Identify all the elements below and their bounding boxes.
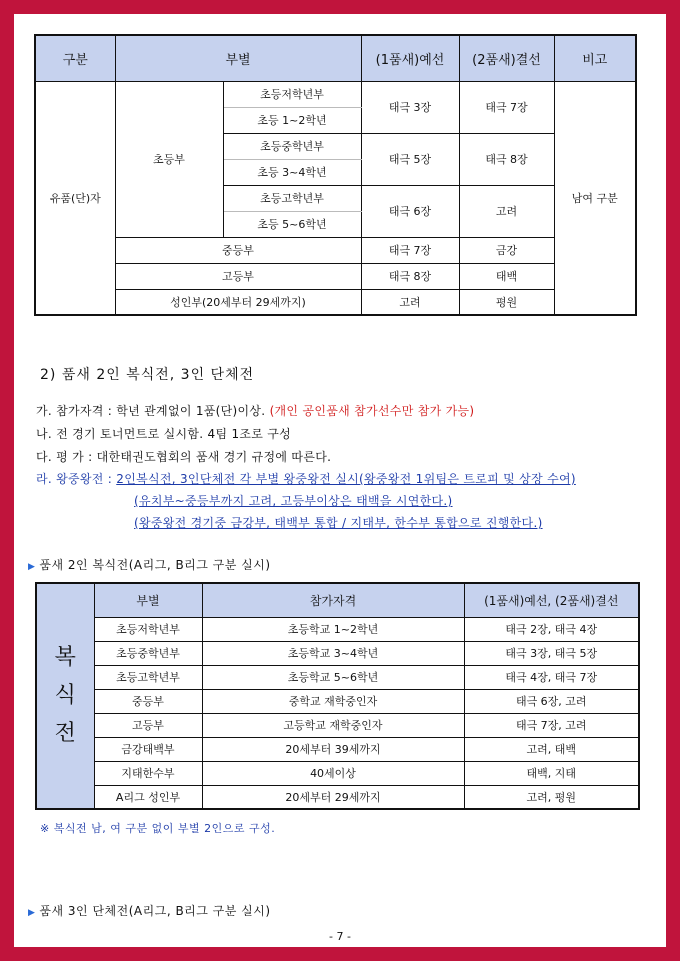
doubles-heading-text: 품새 2인 복식전(A리그, B리그 구분 실시)	[39, 558, 271, 572]
qualification: 40세이상	[202, 761, 464, 785]
preliminary-cell: 태극 8장	[361, 263, 459, 289]
rule-eligibility	[36, 402, 474, 419]
division-name: 중등부	[94, 689, 202, 713]
rule-champions-line2: (유치부~중등부까지 고려, 고등부이상은 태백을 시연한다.)	[134, 494, 453, 508]
table-header-row	[35, 35, 636, 81]
division-grade: 초등 1~2학년	[223, 107, 361, 133]
side-label-char: 식	[54, 683, 76, 708]
division-name: 성인부(20세부터 29세까지)	[115, 289, 361, 315]
rule-champions-text: 2인복식전, 3인단체전 각 부별 왕중왕전 실시(왕중왕전 1위팀은 트로피 및 상장 수여)	[116, 472, 576, 486]
rule-eligibility-note: (개인 공인품새 참가선수만 참가 가능)	[269, 404, 475, 418]
table-row	[36, 785, 639, 809]
doubles-note: ※ 복식전 남, 여 구분 없이 부별 2인으로 구성.	[40, 822, 276, 835]
division-name: 초등저학년부	[94, 617, 202, 641]
preliminary-cell: 고려	[361, 289, 459, 315]
doubles-table	[35, 582, 640, 810]
final-cell: 태극 8장	[459, 133, 554, 185]
table-row	[36, 689, 639, 713]
side-label-char: 전	[54, 721, 76, 746]
final-cell: 태극 7장	[459, 81, 554, 133]
poomsae: 고려, 태백	[464, 737, 639, 761]
final-cell: 평원	[459, 289, 554, 315]
rule-eligibility-text: 가. 참가자격 : 학년 관계없이 1품(단)이상.	[36, 404, 266, 418]
triangle-bullet-icon: ▶	[28, 562, 36, 572]
final-cell: 금강	[459, 237, 554, 263]
rule-champions-label: 라. 왕중왕전 :	[36, 472, 117, 486]
page-number: - 7 -	[329, 930, 351, 943]
triangle-bullet-icon: ▶	[28, 908, 36, 918]
division-name: 초등고학년부	[223, 185, 361, 211]
header-division: 부별	[94, 583, 202, 617]
qualification: 20세부터 39세까지	[202, 737, 464, 761]
division-grade: 초등 5~6학년	[223, 211, 361, 237]
poomsae: 태극 4장, 태극 7장	[464, 665, 639, 689]
division-grade: 초등 3~4학년	[223, 159, 361, 185]
header-qualification: 참가자격	[202, 583, 464, 617]
table-row	[36, 737, 639, 761]
preliminary-cell: 태극 7장	[361, 237, 459, 263]
doubles-heading	[28, 556, 271, 573]
doubles-side-label	[36, 583, 94, 809]
header-poomsae: (1품새)예선, (2품새)결선	[464, 583, 639, 617]
division-name: 초등중학년부	[223, 133, 361, 159]
header-category: 구분	[35, 35, 115, 81]
poomsae: 고려, 평원	[464, 785, 639, 809]
poomsae: 태극 2장, 태극 4장	[464, 617, 639, 641]
qualification: 20세부터 29세까지	[202, 785, 464, 809]
rule-champions-line3: (왕중왕전 경기중 금강부, 태백부 통합 / 지태부, 한수부 통합으로 진행한다.)	[134, 516, 543, 530]
preliminary-cell: 태극 3장	[361, 81, 459, 133]
table-header-row	[36, 583, 639, 617]
division-name: 금강태백부	[94, 737, 202, 761]
division-name: 초등저학년부	[223, 81, 361, 107]
team-heading-text: 품새 3인 단체전(A리그, B리그 구분 실시)	[39, 904, 271, 918]
header-final: (2품새)결선	[459, 35, 554, 81]
qualification: 초등학교 5~6학년	[202, 665, 464, 689]
division-name: 고등부	[115, 263, 361, 289]
section-title: 2) 품새 2인 복식전, 3인 단체전	[40, 367, 255, 383]
rule-evaluation: 다. 평 가 : 대한태권도협회의 품새 경기 규정에 따른다.	[36, 450, 332, 464]
division-name: A리그 성인부	[94, 785, 202, 809]
qualification: 고등학교 재학중인자	[202, 713, 464, 737]
table-row	[36, 641, 639, 665]
table-row	[36, 713, 639, 737]
poomsae: 태백, 지태	[464, 761, 639, 785]
header-preliminary: (1품새)예선	[361, 35, 459, 81]
poomsae: 태극 6장, 고려	[464, 689, 639, 713]
preliminary-cell: 태극 5장	[361, 133, 459, 185]
rule-tournament: 나. 전 경기 토너먼트로 실시함. 4팀 1조로 구성	[36, 427, 292, 441]
division-name: 지태한수부	[94, 761, 202, 785]
qualification: 초등학교 3~4학년	[202, 641, 464, 665]
category-cell: 유품(단)자	[35, 81, 115, 315]
rule-champions	[36, 470, 576, 487]
division-name: 초등고학년부	[94, 665, 202, 689]
final-cell: 고려	[459, 185, 554, 237]
qualification: 초등학교 1~2학년	[202, 617, 464, 641]
division-name: 고등부	[94, 713, 202, 737]
header-division: 부별	[115, 35, 361, 81]
table-row	[36, 617, 639, 641]
division-table	[34, 34, 637, 316]
table-row	[36, 665, 639, 689]
division-name: 중등부	[115, 237, 361, 263]
poomsae: 태극 3장, 태극 5장	[464, 641, 639, 665]
group-elementary: 초등부	[115, 81, 223, 237]
poomsae: 태극 7장, 고려	[464, 713, 639, 737]
division-name: 초등중학년부	[94, 641, 202, 665]
qualification: 중학교 재학중인자	[202, 689, 464, 713]
table-row	[36, 761, 639, 785]
remarks-cell: 남여 구분	[554, 81, 636, 315]
final-cell: 태백	[459, 263, 554, 289]
header-remarks: 비고	[554, 35, 636, 81]
side-label-char: 복	[54, 645, 76, 670]
preliminary-cell: 태극 6장	[361, 185, 459, 237]
team-heading	[28, 902, 271, 919]
